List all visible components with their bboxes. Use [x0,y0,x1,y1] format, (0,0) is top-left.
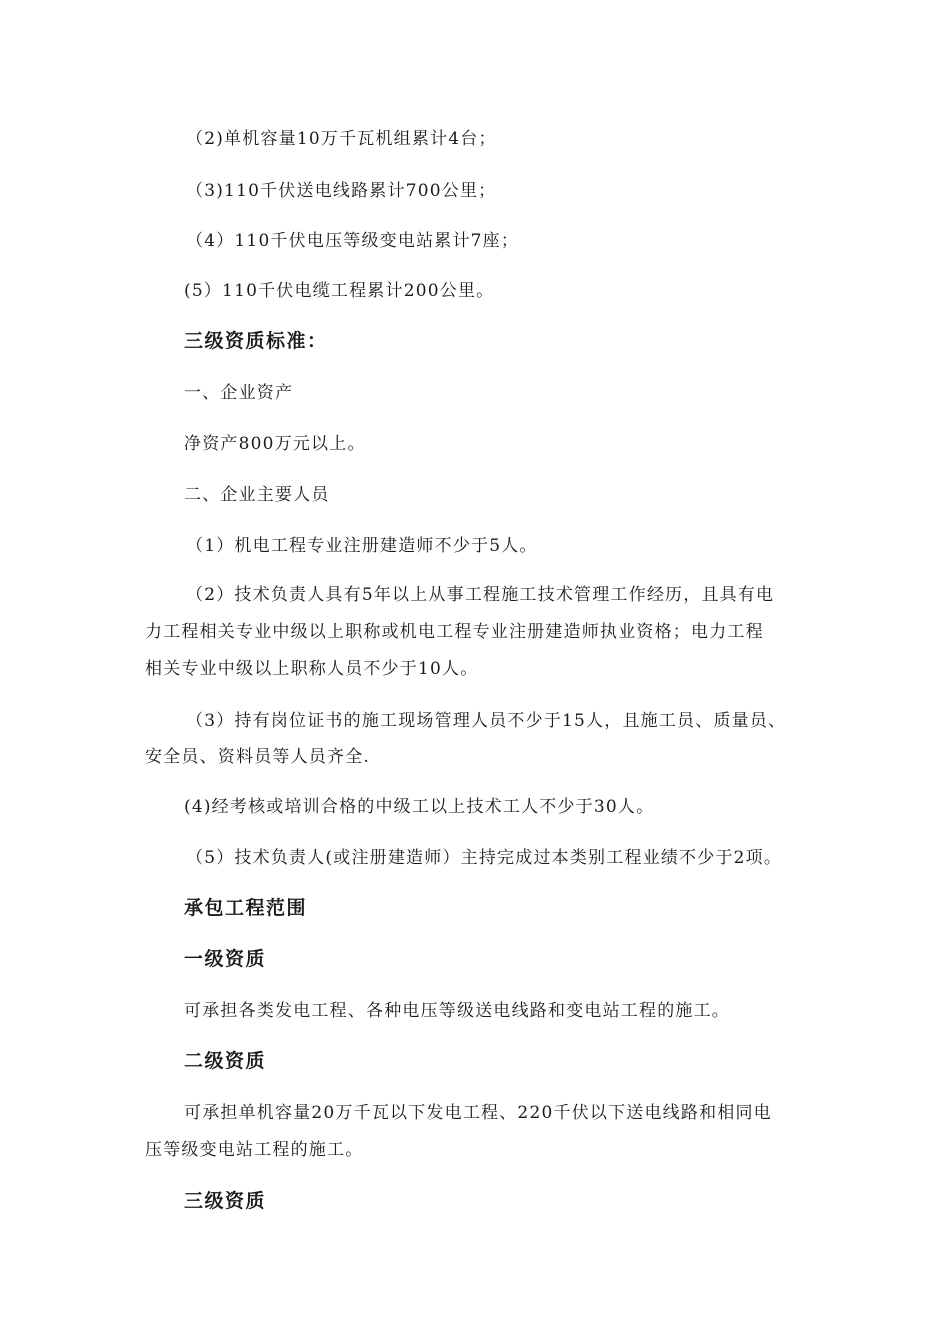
personnel-item-3-line-1: （3）持有岗位证书的施工现场管理人员不少于15人，且施工员、质量员、 [186,711,787,731]
subsection-assets: 一、企业资产 [184,383,294,403]
net-assets-text: 净资产800万元以上。 [184,434,366,454]
subsection-personnel: 二、企业主要人员 [184,485,330,505]
personnel-item-2-line-2: 力工程相关专业中级以上职称或机电工程专业注册建造师执业资格；电力工程 [145,622,764,642]
personnel-item-5: （5）技术负责人(或注册建造师）主持完成过本类别工程业绩不少于2项。 [186,848,783,868]
grade-2-scope-line-1: 可承担单机容量20万千瓦以下发电工程、220千伏以下送电线路和相同电 [184,1103,772,1123]
requirement-item-3: （3)110千伏送电线路累计700公里； [186,181,497,201]
personnel-item-3-line-2: 安全员、资料员等人员齐全. [145,747,371,767]
heading-grade-2: 二级资质 [184,1050,267,1072]
requirement-item-2: （2)单机容量10万千瓦机组累计4台； [186,129,497,149]
personnel-item-1: （1）机电工程专业注册建造师不少于5人。 [186,536,538,556]
requirement-item-5: (5）110千伏电缆工程累计200公里。 [184,281,495,301]
requirement-item-4: （4）110千伏电压等级变电站累计7座； [186,231,520,251]
heading-grade-1: 一级资质 [184,948,267,970]
grade-1-scope-text: 可承担各类发电工程、各种电压等级送电线路和变电站工程的施工。 [184,1001,730,1021]
personnel-item-2-line-1: （2）技术负责人具有5年以上从事工程施工技术管理工作经历，且具有电 [186,585,775,605]
section-heading-scope: 承包工程范围 [184,897,308,919]
personnel-item-2-line-3: 相关专业中级以上职称人员不少于10人。 [145,659,479,679]
personnel-item-4: (4)经考核或培训合格的中级工以上技术工人不少于30人。 [184,797,655,817]
heading-grade-3: 三级资质 [184,1190,267,1212]
grade-2-scope-line-2: 压等级变电站工程的施工。 [145,1140,364,1160]
section-heading-grade3-standard: 三级资质标准： [184,330,328,352]
